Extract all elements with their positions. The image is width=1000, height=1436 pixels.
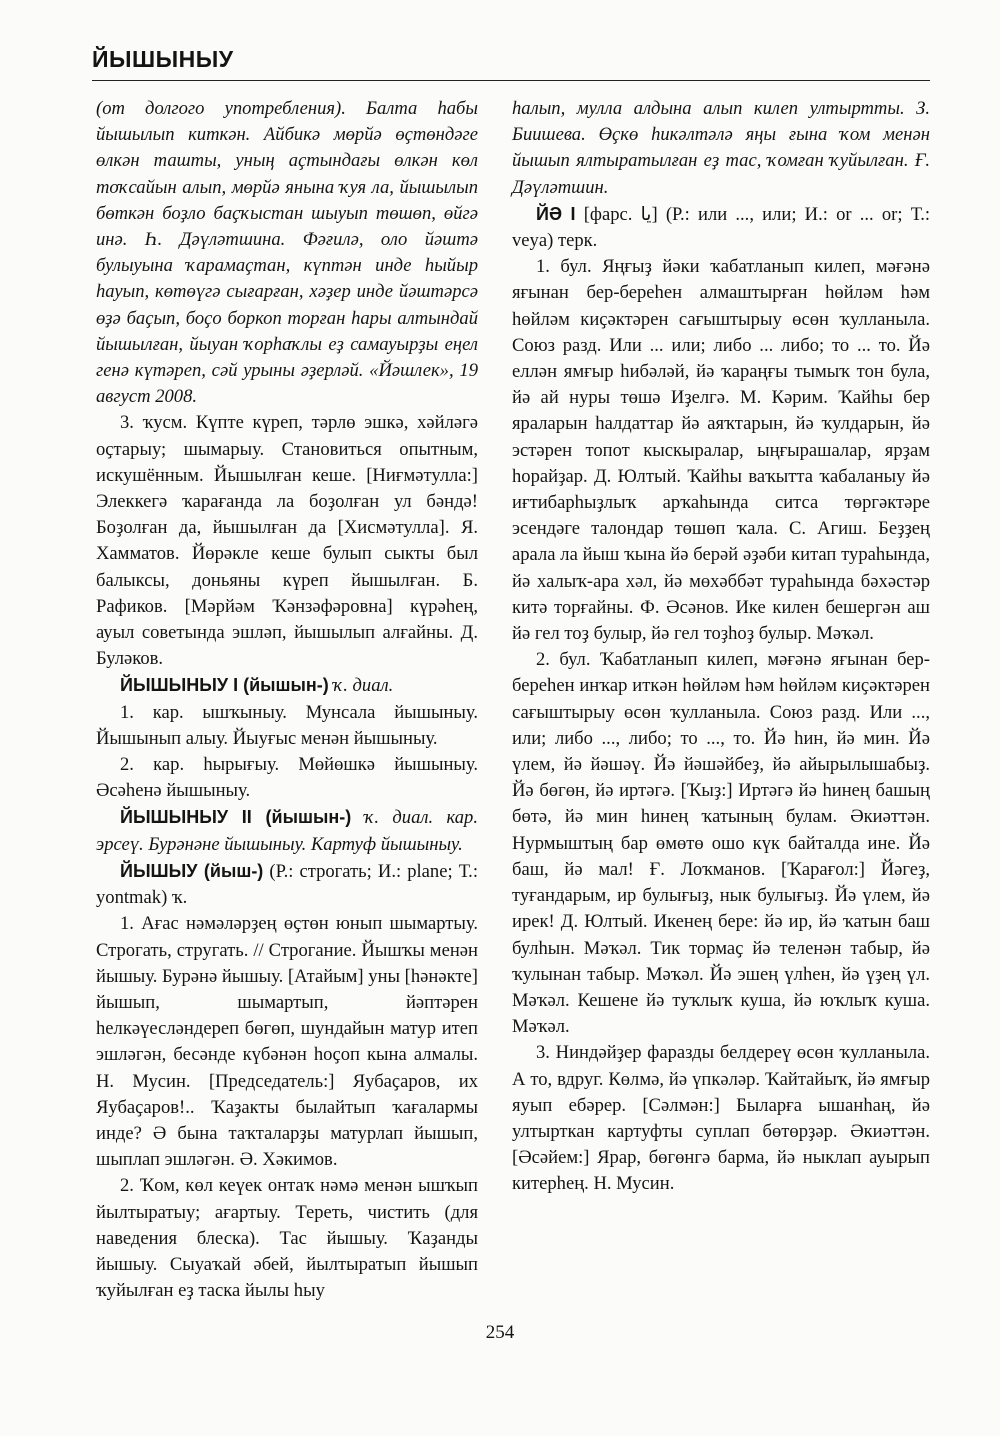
- yae-sense-2: 2. бул. Ҡабатланып килеп, мәғәнә яғынан бер-береһен инҡар иткән һөйләм һәм һөйләм киҫәктәрен сағыштырыу өсөн ҡулланыла. Союз разд. Или ..., или; либо ..., либо; то ..., то. Йә һин, йә мин. Йә үлем, йә йәшәү. Йә йәшәйбеҙ, йә айырылышабыҙ. Йә бөгөн, йә иртәгә. [Ҡыҙ:] Иртәгә йә һинең башың бөтә, йә мин һинең ҡатының булам. Әкиәттән. Нурмыштың бар өмөтө ошо күк байталда ине. Йә баш, йә мал! Ғ. Лоҡманов. [Ҡарағол:] Йәгеҙ, туғандарым, ир булығыҙ, нык булығыҙ. Йә үлем, йә ирек! Д. Юлтый. Икенең бере: йә ир, йә ҡатын баш булһын. Мәҡәл. Тик тормаҫ йә теленән табыр, йә ҡулынан табыр. Мәҡәл. Йә эшең үлһен, йә үҙең үл. Мәҡәл. Кешене йә туҡлыҡ куша, йә юҡлыҡ куша. Мәҡәл.: [512, 649, 930, 1038]
- right-column: [512, 96, 930, 1198]
- sense-3: 3. ҡусм. Күпте күреп, тәрлө эшкә, хәйләгә оҫтарыу; шымарыу. Становиться опытным, искушённым. Йышылған кеше. [Ниғмәтулла:] Элеккегә ҡарағанда ла боҙолған ул бәндә! Боҙолған да, йышылған да [Хисмәтулла]. Я. Хамматов. Йөрәкле кеше булып сыкты был балыксы, доньяны күреп йышылған. Б. Рафиков. [Мәрйәм Ҡәнзәфәровна] күрәһең, ауыл советында эшләп, йышылып алғайны. Д. Буләков.: [96, 412, 478, 670]
- entry-3-sense-2: 2. Ҡом, көл кеүек онтаҡ нәмә менән ышҡып йылтыратыу; ағартыу. Тереть, чистить (для наведения блеска). Тас йышыу. Ҡаҙанды йышыу. Сыуаҡай әбей, йылтыратып йышып ҡуйылған еҙ таска йылы һыу: [96, 1175, 478, 1302]
- headword: ЙЫШЫНЫУ II (йышын-): [120, 807, 352, 828]
- entry-yyshynyu-2: [96, 804, 478, 857]
- grammar-note: ҡ. диал.: [333, 675, 394, 697]
- left-column: [96, 96, 478, 1304]
- grammar-note: (Р.: строгать; И.: plane; Т.: yontmak) ҡ.: [96, 860, 478, 909]
- paragraph-continuation: һалып, мулла алдына алып килеп ултыртты. З. Биишева. Өҫкө һикәлтәлә яңы ғына ҡом менән йышып ялтыратылған еҙ тас, ҡомған ҡуйылған. Ғ. Дәүләтшин.: [512, 98, 930, 198]
- headword: ЙЫШЫНЫУ I (йышын-): [120, 675, 329, 696]
- entry-1-sense-2: 2. кар. һырығыу. Мөйөшкә йышыныу. Әсәһенә йышыныу.: [96, 754, 478, 802]
- paragraph-continuation: (от долгого употребления). Балта һабы йышылып киткән. Айбикә мөрйә өҫтөндәге өлкән ташты, уның аҫтындағы өлкән көл тоҡсайын алып, мөрйә янына ҡуя ла, йышылып бөткән боҙло баҫҡыстан шыуып төшөп, өйгә инә. Һ. Дәүләтшина. Фәғилә, оло йәштә булыуына ҡарамаҫтан, күптән инде һыйыр һауып, көтөүгә сығарған, хәҙер инде йәштәрсә өҙә баҫып, боҫо боркоп торған һары алтындай йышылған, йыуан ҡорһаҡлы еҙ самауырҙы еңел генә күтәреп, сәй урыны әҙерләй. «Йәшлек», 19 август 2008.: [96, 98, 478, 408]
- headword: ЙЫШЫУ (йыш-): [120, 860, 264, 881]
- entry-3-sense-1: 1. Ағас нәмәләрҙең өҫтөн юнып шымартыу. Строгать, стругать. // Строгание. Йышҡы менән йышыу. Бурәнә йышыу. [Атайым] уны [һәнәкте] йышып, шымартып, йәптәрен һелкәүесләндереп бөгөп, шундайын матур итеп эшләгән, бесәнде күбәнән һоҫоп кына алмалы. Н. Мусин. [Председатель:] Яубаҫаров, их Яубаҫаров!.. Ҡаҙакты былайтып ҡағалармы инде? Ә бына таҡталарҙы матурлап йышып, шыплап эшләгән. Ә. Хәкимов.: [96, 913, 478, 1171]
- entry-yyshyu: [96, 858, 478, 911]
- entry-1-sense-1: 1. кар. ышҡыныу. Мунсала йышыныу. Йышынып алыу. Йыуғыс менән йышыныу.: [96, 701, 478, 749]
- entry-yae-1: [512, 201, 930, 254]
- running-head-title: ЙЫШЫНЫУ: [92, 46, 234, 72]
- headword: ЙӘ I: [536, 203, 576, 224]
- header-rule: [92, 80, 930, 81]
- entry-text: ҡ. диал. кар. эрсеү. Бурәнәне йышыныу. Картуф йышыныу.: [96, 807, 478, 855]
- etymology: [фарс. یا] (Р.: или ..., или; И.: or ... or; Т.: veya) терк.: [512, 203, 931, 252]
- yae-sense-3: 3. Ниндәйҙер фаразды белдереү өсөн ҡулланыла. А то, вдруг. Көлмә, йә үпкәләр. Ҡайтайыҡ, йә ямғыр яуып ебәрер. [Сәлмән:] Быларға ышанһаң, йә ултырткан картуфты суплап бөтөрҙәр. Әкиәттән. [Әсәйем:] Ярар, бөгөнгә барма, йә ныклап ауырып китерһең. Н. Мусин.: [512, 1042, 930, 1195]
- entry-yyshynyu-1: [96, 672, 478, 699]
- yae-sense-1: 1. бул. Яңғыҙ йәки ҡабатланып килеп, мәғәнә яғынан бер-береһен алмаштырған һөйләм һәм һөйләм киҫәктәрен сағыштырыу өсөн ҡулланыла. Союз разд. Или ... или; либо ... либо; то ... то. Йә еллән ямғыр һибәләй, йә ҡараңғы тымыҡ тон була, йә ай нуры төшә Иҙелгә. М. Кәрим. Ҡайһы бер яраларын һалдаттар йә аяҡтарын, йә ҡулдарын, йә эстәрен топот кыскыралар, ыңғырашалар, ярҙам һорайҙар. Д. Юлтый. Ҡайһы ваҡытта ҡабаланыу йә иғтибарһыҙлыҡ арҡаһында ситса төргәктәре эсендәге талондар төшөп ҡала. С. Агиш. Беҙҙең арала ла йыш ҡына йә берәй әҙәби китап тураһында, йә халыҡ-ара хәл, йә мөхәббәт тураһында бәхәстәр китә торғайны. Ф. Әсәнов. Ике килен бешергән аш йә гел тоҙ булыр, йә гел тоҙһоҙ булыр. Мәҡәл.: [512, 256, 930, 645]
- page-number: 254: [485, 1322, 515, 1343]
- running-head: [92, 46, 930, 73]
